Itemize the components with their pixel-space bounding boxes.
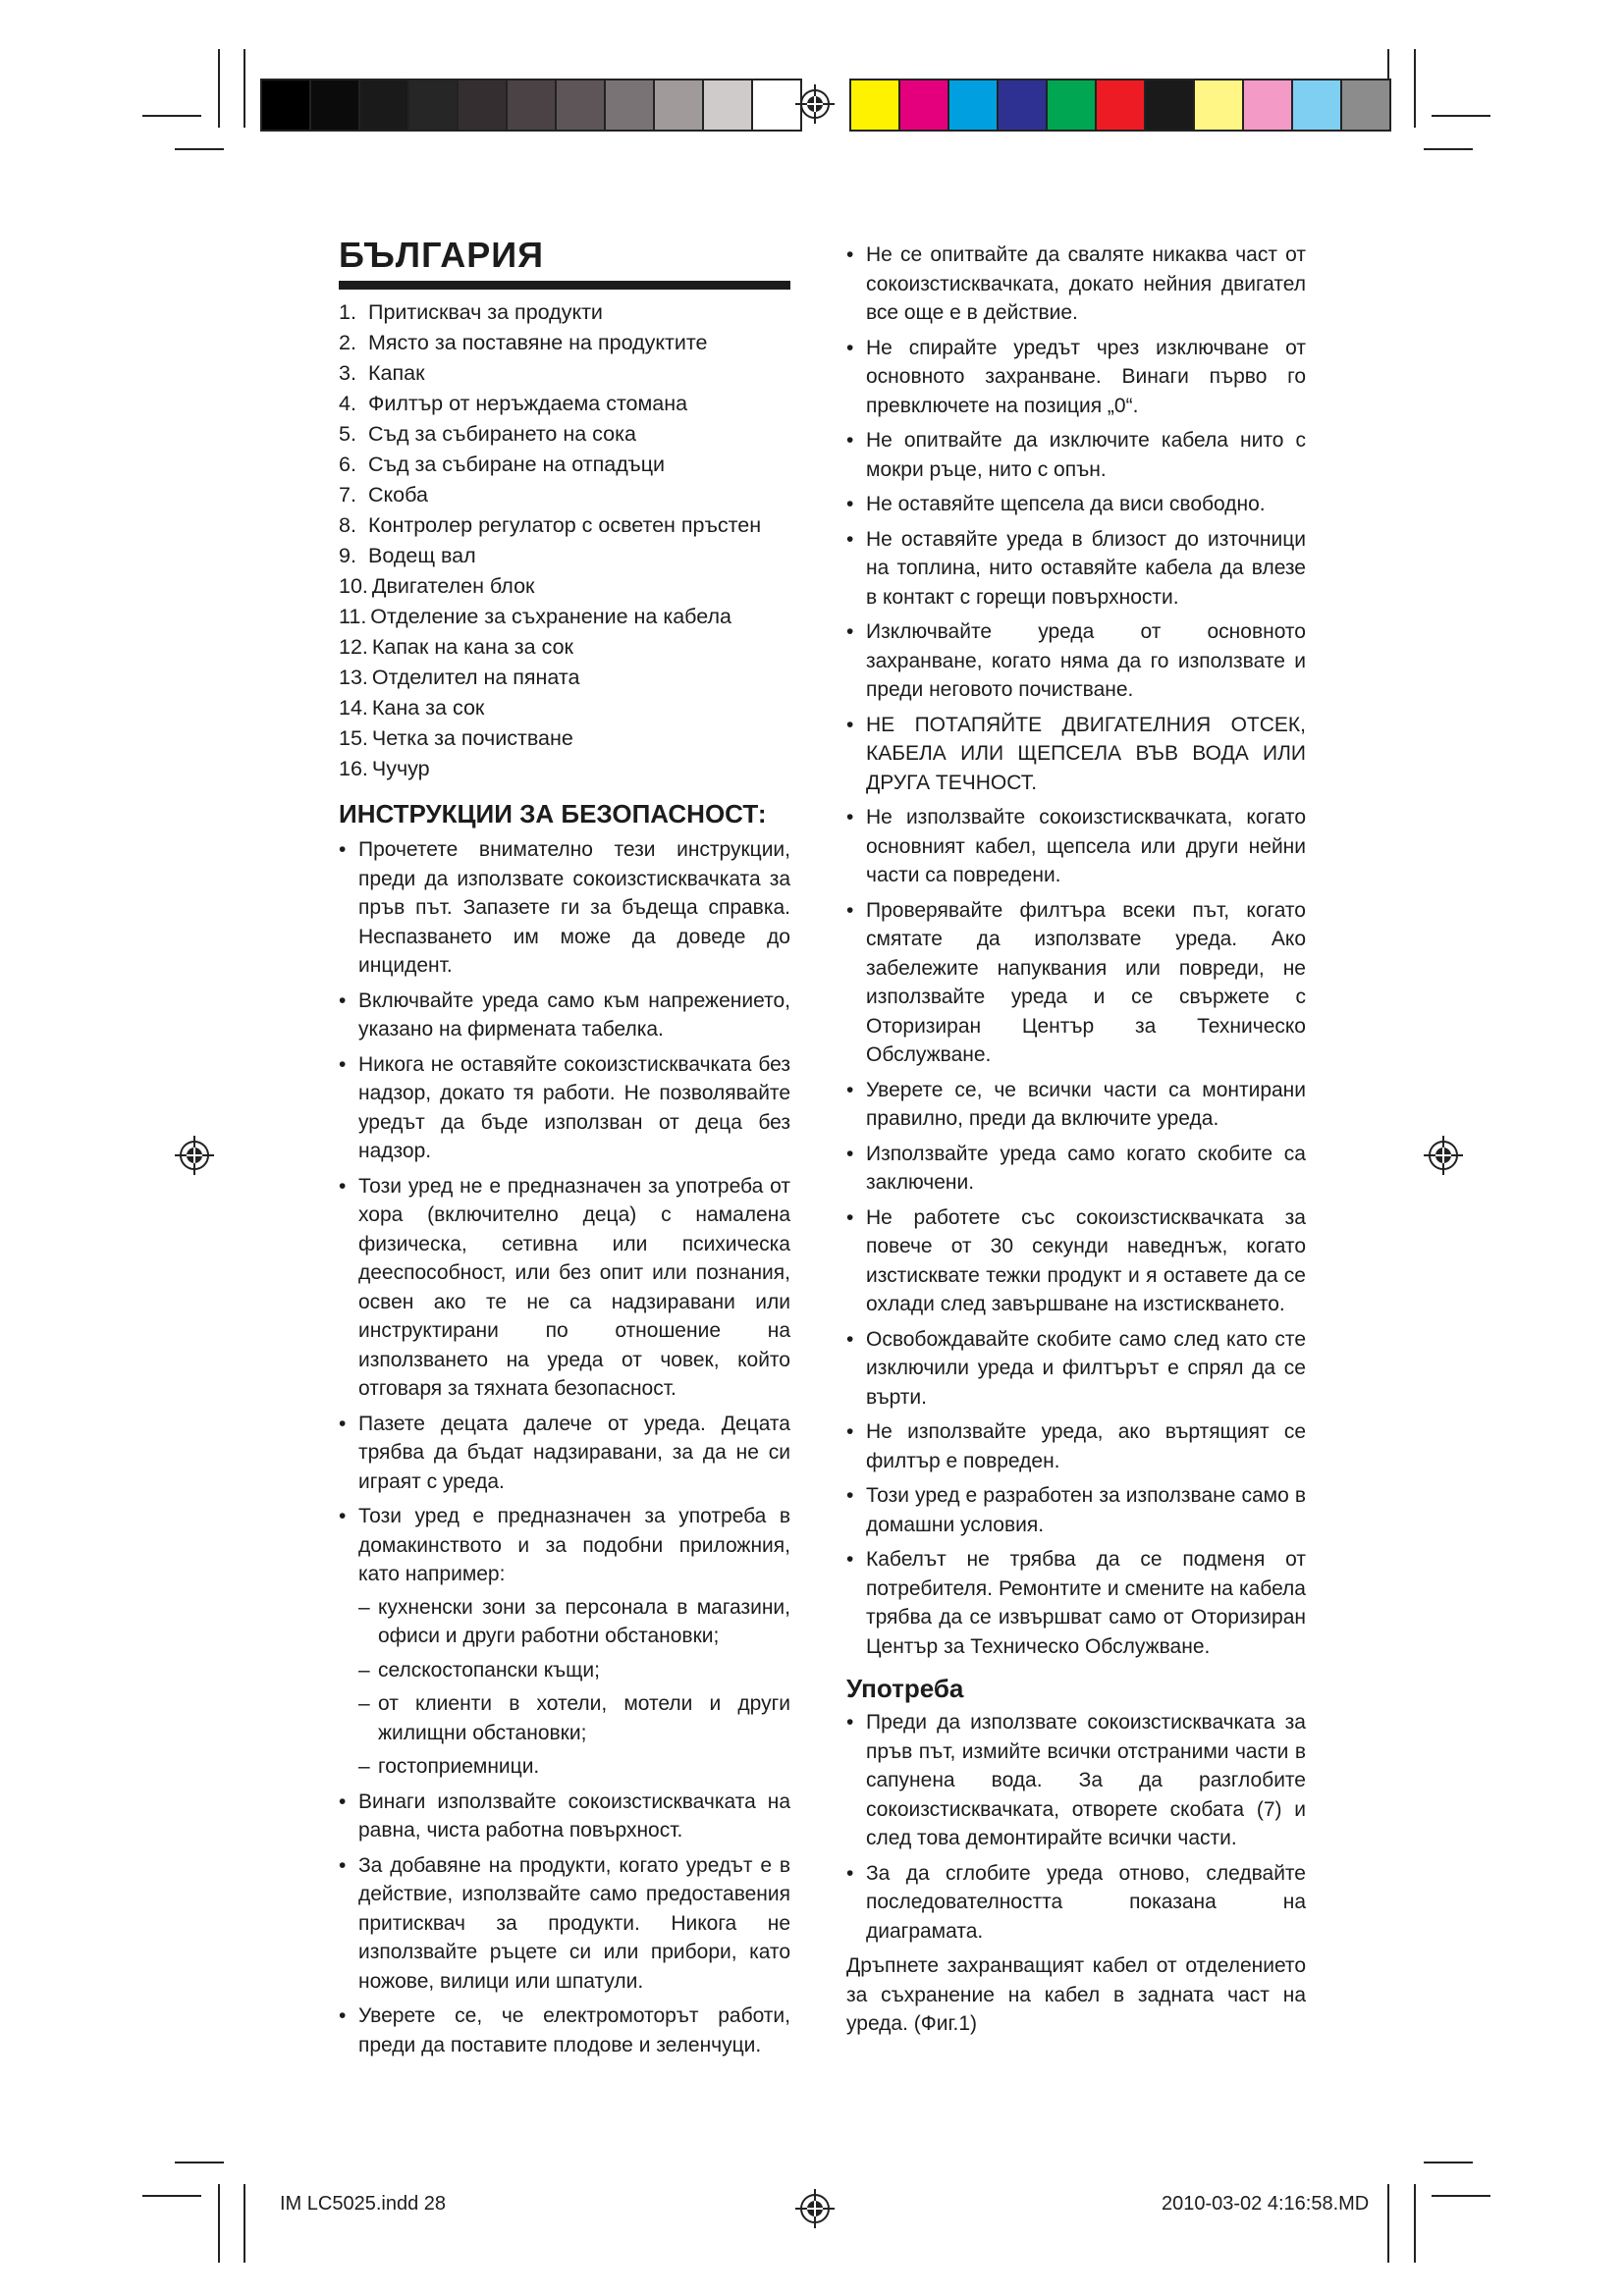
color-swatch bbox=[1048, 80, 1097, 130]
crosshair-target-icon bbox=[795, 84, 835, 124]
left-column bbox=[339, 234, 790, 2065]
process-colorbar bbox=[849, 79, 1391, 132]
part-label: Отделение за съхранение на кабела bbox=[370, 605, 732, 628]
crop-mark bbox=[175, 2162, 224, 2163]
household-sublist bbox=[358, 1593, 790, 1782]
color-swatch bbox=[459, 80, 508, 130]
list-item bbox=[339, 632, 790, 663]
list-item: • За да сглобите уреда отново, следвайте последователността показана на диаграмата. bbox=[846, 1859, 1306, 1947]
crosshair-target-icon bbox=[175, 1136, 214, 1175]
crop-mark bbox=[1387, 2184, 1389, 2263]
list-item bbox=[339, 480, 790, 510]
footer-date-slug: 2010-03-02 4:16:58.MD bbox=[1162, 2193, 1370, 2215]
color-swatch bbox=[851, 80, 900, 130]
crop-mark bbox=[244, 2184, 245, 2263]
usage-paragraph: Дръпнете захранващият кабел от отделението за съхранение на кабел в задната част на уреда. (Фиг.1) bbox=[846, 1954, 1306, 2035]
list-item: • Не работете със сокоизстисквачката за повече от 30 секунди наведнъж, когато изстисквате тежки продукт и я оставете да се охлади след завършване на изстискването. bbox=[846, 1203, 1306, 1319]
part-label: Филтър от неръждаема стомана bbox=[368, 392, 688, 415]
list-item: • Не опитвайте да изключите кабела нито с мокри ръце, нито с опън. bbox=[846, 426, 1306, 484]
part-number: 4. bbox=[339, 392, 356, 415]
list-item bbox=[339, 328, 790, 358]
safety-list-continued bbox=[339, 1788, 790, 2060]
list-item: • За добавяне на продукти, когато уредът е в действие, използвайте само предоставения притисквач за продукти. Никога не използвайте ръцете си или прибори, като ножове, вилици или шпатули. bbox=[339, 1851, 790, 1997]
list-item bbox=[339, 571, 790, 602]
color-swatch bbox=[1097, 80, 1146, 130]
color-swatch bbox=[999, 80, 1048, 130]
title-rule bbox=[339, 281, 790, 290]
list-item: • Не спирайте уредът чрез изключване от основното захранване. Винаги първо го превключете на позиция „0“. bbox=[846, 334, 1306, 421]
list-item: • Не използвайте сокоизстисквачката, когато основният кабел, щепсела или други нейни части са повредени. bbox=[846, 803, 1306, 890]
page-title: БЪЛГАРИЯ bbox=[339, 235, 544, 275]
part-label: Двигателен блок bbox=[371, 574, 535, 598]
part-label: Капак на кана за сок bbox=[371, 635, 573, 659]
part-label: Водещ вал bbox=[368, 544, 476, 567]
part-number: 1. bbox=[339, 300, 356, 324]
list-item: • Не използвайте уреда, ако въртящият се филтър е повреден. bbox=[846, 1417, 1306, 1475]
list-item bbox=[339, 693, 790, 723]
crop-mark bbox=[218, 49, 220, 128]
list-item: – кухненски зони за персонала в магазини, офиси и други работни обстановки; bbox=[358, 1593, 790, 1651]
color-swatch bbox=[1195, 80, 1244, 130]
crop-mark bbox=[1432, 2195, 1490, 2197]
safety-heading: ИНСТРУКЦИИ ЗА БЕЗОПАСНОСТ: bbox=[339, 799, 767, 828]
list-item bbox=[339, 419, 790, 450]
part-number: 3. bbox=[339, 361, 356, 385]
color-swatch bbox=[1342, 80, 1389, 130]
color-swatch bbox=[606, 80, 655, 130]
list-item: • Уверете се, че всички части са монтирани правилно, преди да включите уреда. bbox=[846, 1076, 1306, 1134]
list-item: • Винаги използвайте сокоизстисквачката на равна, чиста работна повърхност. bbox=[339, 1788, 790, 1845]
crop-mark bbox=[218, 2184, 220, 2263]
color-swatch bbox=[1293, 80, 1342, 130]
color-swatch bbox=[900, 80, 949, 130]
list-item bbox=[339, 541, 790, 571]
color-swatch bbox=[557, 80, 606, 130]
warning-list bbox=[846, 711, 1306, 798]
crop-mark bbox=[142, 115, 201, 117]
list-item: • Проверявайте филтъра всеки път, когато смятате да използвате уреда. Ако забележите напуквания или повреди, не използвайте уреда и се свържете с Оторизиран Център за Техническо Обслужване. bbox=[846, 896, 1306, 1070]
list-item bbox=[339, 297, 790, 328]
list-item bbox=[339, 663, 790, 693]
part-label: Притисквач за продукти bbox=[368, 300, 603, 324]
list-item: • Включвайте уреда само към напрежението, указано на фирмената табелка. bbox=[339, 987, 790, 1044]
list-item bbox=[339, 389, 790, 419]
list-item bbox=[339, 602, 790, 632]
list-item bbox=[339, 450, 790, 480]
part-label: Скоба bbox=[368, 483, 428, 507]
list-item: • Не оставяйте щепсела да виси свободно. bbox=[846, 490, 1306, 519]
color-swatch bbox=[262, 80, 311, 130]
part-number: 12. bbox=[339, 635, 368, 659]
list-item: • Никога не оставяйте сокоизстисквачката без надзор, докато тя работи. Не позволявайте уредът да бъде използван от деца без надзор. bbox=[339, 1050, 790, 1166]
parts-list bbox=[339, 297, 790, 784]
color-swatch bbox=[508, 80, 557, 130]
color-swatch bbox=[360, 80, 409, 130]
list-item: • Преди да използвате сокоизстисквачката за пръв път, измийте всички отстраними части в сапунена вода. За да разглобите сокоизстисквачката, отворете скобата (7) и след това демонтирайте всички части. bbox=[846, 1708, 1306, 1853]
color-swatch bbox=[1244, 80, 1293, 130]
color-swatch bbox=[409, 80, 459, 130]
part-number: 16. bbox=[339, 757, 368, 780]
crop-mark bbox=[244, 49, 245, 128]
part-number: 2. bbox=[339, 331, 356, 354]
safety-list-right-continued bbox=[846, 803, 1306, 1661]
part-number: 7. bbox=[339, 483, 356, 507]
color-swatch bbox=[753, 80, 800, 130]
household-list bbox=[339, 1502, 790, 1782]
list-item: • Кабелът не трябва да се подменя от потребителя. Ремонтите и смените на кабела трябва да се извършват само от Оторизиран Център за Техническо Обслужване. bbox=[846, 1545, 1306, 1661]
list-item: – селскостопански къщи; bbox=[358, 1656, 790, 1685]
immersion-warning: • НЕ ПОТАПЯЙТЕ ДВИГАТЕЛНИЯ ОТСЕК, КАБЕЛА ИЛИ ЩЕПСЕЛА ВЪВ ВОДА ИЛИ ДРУГА ТЕЧНОСТ. bbox=[846, 711, 1306, 798]
usage-list bbox=[846, 1708, 1306, 1946]
list-item: • Използвайте уреда само когато скобите са заключени. bbox=[846, 1140, 1306, 1198]
part-label: Отделител на пяната bbox=[371, 666, 580, 689]
list-item: • Освобождавайте скобите само след като сте изключили уреда и филтърът е спрял да се върти. bbox=[846, 1325, 1306, 1413]
grayscale-colorbar bbox=[260, 79, 802, 132]
part-label: Контролер регулатор с осветен пръстен bbox=[368, 513, 762, 537]
household-text: Този уред е предназначен за употреба в домакинството и за подобни приложния, като например: bbox=[358, 1505, 790, 1585]
safety-list bbox=[339, 835, 790, 1496]
part-number: 11. bbox=[339, 605, 367, 628]
list-item: – от клиенти в хотели, мотели и други жилищни обстановки; bbox=[358, 1689, 790, 1747]
list-item bbox=[339, 723, 790, 754]
part-label: Кана за сок bbox=[371, 696, 485, 720]
list-item: • Този уред е разработен за използване само в домашни условия. bbox=[846, 1481, 1306, 1539]
list-item bbox=[339, 754, 790, 784]
crop-mark bbox=[1424, 2162, 1473, 2163]
part-label: Четка за почистване bbox=[371, 726, 573, 750]
crop-mark bbox=[1424, 148, 1473, 150]
list-item: – гостоприемници. bbox=[358, 1752, 790, 1782]
crop-mark bbox=[175, 148, 224, 150]
part-number: 8. bbox=[339, 513, 356, 537]
crop-mark bbox=[142, 2195, 201, 2197]
color-swatch bbox=[949, 80, 999, 130]
part-number: 6. bbox=[339, 453, 356, 476]
color-swatch bbox=[1146, 80, 1195, 130]
list-item bbox=[339, 358, 790, 389]
crop-mark bbox=[1414, 49, 1416, 128]
crosshair-target-icon bbox=[795, 2189, 835, 2228]
list-item: • Не се опитвайте да сваляте никаква част от сокоизстисквачката, докато нейния двигател все още е в действие. bbox=[846, 240, 1306, 328]
part-label: Съд за събиране на отпадъци bbox=[368, 453, 666, 476]
list-item: • Този уред не е предназначен за употреба от хора (включително деца) с намалена физическа, сетивна или психическа дееспособност, или без опит или познания, освен ако те не са надзиравани или инструктирани по отношение на използването на уреда от човек, който отговаря за тяхната безопасност. bbox=[339, 1172, 790, 1404]
usage-heading: Употреба bbox=[846, 1674, 964, 1703]
part-number: 5. bbox=[339, 422, 356, 446]
list-item: • Не оставяйте уреда в близост до източници на топлина, нито оставяйте кабела да влезе в контакт с горещи повърхности. bbox=[846, 525, 1306, 613]
list-item bbox=[339, 510, 790, 541]
right-column bbox=[846, 240, 1306, 2039]
footer-file-slug: IM LC5025.indd 28 bbox=[280, 2193, 447, 2215]
list-item bbox=[339, 1502, 790, 1782]
list-item: • Прочетете внимателно тези инструкции, преди да използвате сокоизстисквачката за пръв път. Запазете ги за бъдеща справка. Неспазването им може да доведе до инцидент. bbox=[339, 835, 790, 981]
part-label: Чучур bbox=[371, 757, 430, 780]
list-item: • Уверете се, че електромоторът работи, преди да поставите плодове и зеленчуци. bbox=[339, 2002, 790, 2059]
color-swatch bbox=[655, 80, 704, 130]
part-number: 13. bbox=[339, 666, 368, 689]
part-label: Капак bbox=[368, 361, 425, 385]
color-swatch bbox=[311, 80, 360, 130]
part-label: Съд за събирането на сока bbox=[368, 422, 636, 446]
list-item: • Пазете децата далече от уреда. Децата трябва да бъдат надзиравани, за да не си играят с уреда. bbox=[339, 1410, 790, 1497]
safety-list-right bbox=[846, 240, 1306, 705]
part-label: Място за поставяне на продуктите bbox=[368, 331, 708, 354]
part-number: 14. bbox=[339, 696, 368, 720]
part-number: 15. bbox=[339, 726, 368, 750]
part-number: 9. bbox=[339, 544, 356, 567]
list-item: • Изключвайте уреда от основното захранване, когато няма да го използвате и преди неговото почистване. bbox=[846, 617, 1306, 705]
color-swatch bbox=[704, 80, 753, 130]
crosshair-target-icon bbox=[1424, 1136, 1463, 1175]
part-number: 10. bbox=[339, 574, 368, 598]
crop-mark bbox=[1414, 2184, 1416, 2263]
crop-mark bbox=[1432, 115, 1490, 117]
